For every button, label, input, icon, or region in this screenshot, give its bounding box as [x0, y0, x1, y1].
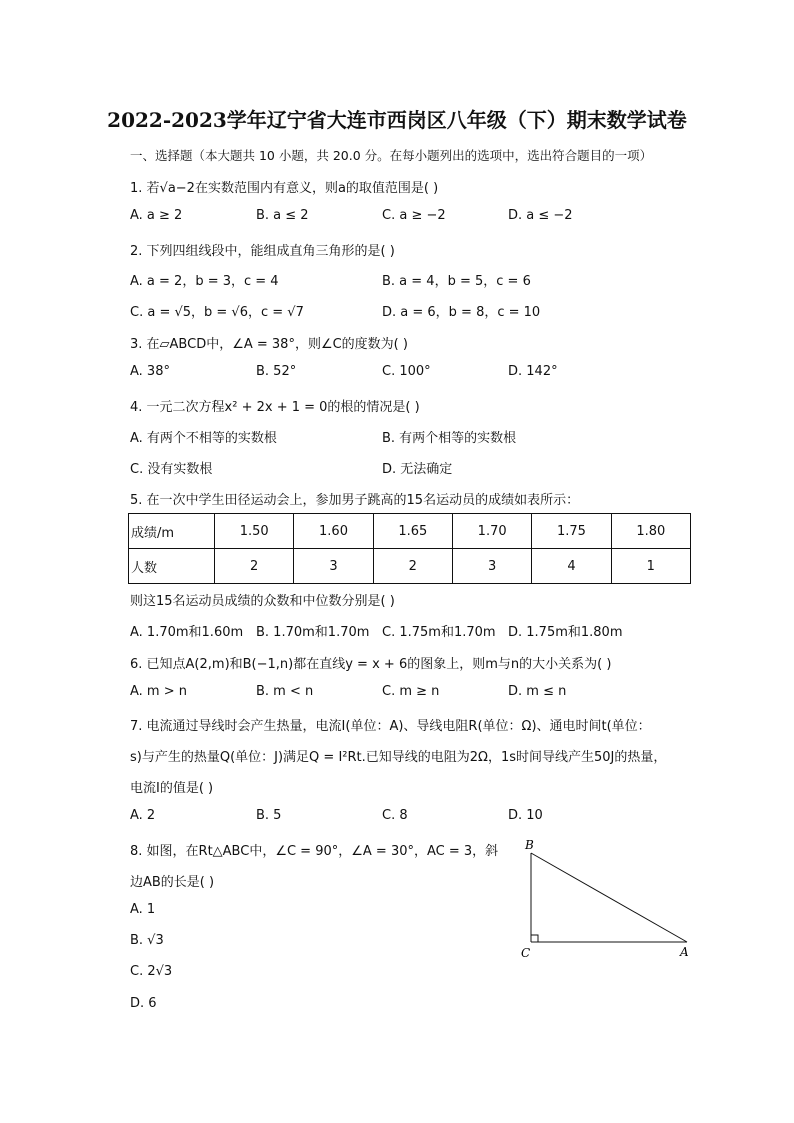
q2-option-d[interactable]: D. a = 6，b = 8，c = 10 [382, 305, 541, 320]
table-row [129, 549, 691, 584]
side-ab [531, 853, 687, 942]
table-cell: 2 [215, 549, 294, 584]
q5-option-c[interactable]: C. 1.75m和1.70m [382, 625, 496, 640]
q7-option-d[interactable]: D. 10 [508, 808, 543, 823]
q7-line-3: 电流I的值是( ) [130, 781, 214, 796]
table-cell: 1.80 [611, 514, 690, 549]
q8-option-c[interactable]: C. 2√3 [130, 964, 173, 979]
q3-option-a[interactable]: A. 38° [130, 364, 170, 379]
table-cell: 2 [373, 549, 452, 584]
q6-stem: 6. 已知点A(2,m)和B(−1,n)都在直线y = x + 6的图象上，则m与n的大小关系为( ) [130, 657, 612, 672]
q7-option-c[interactable]: C. 8 [382, 808, 408, 823]
q5-option-d[interactable]: D. 1.75m和1.80m [508, 625, 623, 640]
q2-option-c[interactable]: C. a = √5，b = √6，c = √7 [130, 305, 304, 320]
q6-option-b[interactable]: B. m < n [256, 684, 314, 699]
q5-stem: 5. 在一次中学生田径运动会上，参加男子跳高的15名运动员的成绩如表所示： [130, 493, 580, 508]
q3-option-d[interactable]: D. 142° [508, 364, 558, 379]
table-cell: 1.60 [294, 514, 373, 549]
table-cell: 1.65 [373, 514, 452, 549]
table-row [129, 514, 691, 549]
q8-option-a[interactable]: A. 1 [130, 902, 156, 917]
table-cell: 4 [532, 549, 611, 584]
right-angle-mark [531, 935, 538, 942]
q4-option-a[interactable]: A. 有两个不相等的实数根 [130, 431, 277, 446]
table-cell: 1.50 [215, 514, 294, 549]
table-cell: 1.70 [452, 514, 531, 549]
exam-title: 2022-2023学年辽宁省大连市西岗区八年级（下）期末数学试卷 [107, 108, 687, 132]
q5-option-b[interactable]: B. 1.70m和1.70m [256, 625, 370, 640]
table-cell: 1.75 [532, 514, 611, 549]
q4-option-b[interactable]: B. 有两个相等的实数根 [382, 431, 517, 446]
q2-option-a[interactable]: A. a = 2，b = 3，c = 4 [130, 274, 279, 289]
q6-option-d[interactable]: D. m ≤ n [508, 684, 567, 699]
q4-option-c[interactable]: C. 没有实数根 [130, 462, 213, 477]
q3-stem: 3. 在▱ABCD中，∠A = 38°，则∠C的度数为( ) [130, 337, 408, 352]
table-cell: 3 [452, 549, 531, 584]
q6-option-a[interactable]: A. m > n [130, 684, 187, 699]
q5-option-a[interactable]: A. 1.70m和1.60m [130, 625, 244, 640]
q1-option-a[interactable]: A. a ≥ 2 [130, 208, 183, 223]
table-cell: 人数 [129, 549, 215, 584]
q7-option-a[interactable]: A. 2 [130, 808, 156, 823]
q2-option-b[interactable]: B. a = 4，b = 5，c = 6 [382, 274, 531, 289]
q8-option-b[interactable]: B. √3 [130, 933, 164, 948]
q2-stem: 2. 下列四组线段中，能组成直角三角形的是( ) [130, 244, 395, 259]
q3-option-b[interactable]: B. 52° [256, 364, 297, 379]
q8-line-2: 边AB的长是( ) [130, 875, 215, 890]
q1-option-c[interactable]: C. a ≥ −2 [382, 208, 446, 223]
section-header: 一、选择题（本大题共 10 小题，共 20.0 分。在每小题列出的选项中，选出符合题目的一项） [130, 148, 653, 163]
table-cell: 成绩/m [129, 514, 215, 549]
q4-stem: 4. 一元二次方程x² + 2x + 1 = 0的根的情况是( ) [130, 400, 420, 415]
q1-option-b[interactable]: B. a ≤ 2 [256, 208, 309, 223]
q6-option-c[interactable]: C. m ≥ n [382, 684, 440, 699]
table-cell: 1 [611, 549, 690, 584]
table-cell: 3 [294, 549, 373, 584]
q8-option-d[interactable]: D. 6 [130, 996, 157, 1011]
q1-option-d[interactable]: D. a ≤ −2 [508, 208, 573, 223]
triangle-figure [515, 835, 705, 965]
score-table [128, 513, 691, 584]
q4-option-d[interactable]: D. 无法确定 [382, 462, 453, 477]
vertex-label-a: A [680, 945, 689, 959]
vertex-label-c: C [521, 946, 531, 960]
q7-line-1: 7. 电流通过导线时会产生热量，电流I(单位：A)、导线电阻R(单位：Ω)、通电时间t(单位： [130, 719, 651, 734]
q5-question: 则这15名运动员成绩的众数和中位数分别是( ) [130, 594, 395, 609]
q7-option-b[interactable]: B. 5 [256, 808, 282, 823]
q7-line-2: s)与产生的热量Q(单位：J)满足Q = I²Rt.已知导线的电阻为2Ω，1s时间导线产生50J的热量， [130, 750, 667, 765]
q1-stem: 1. 若√a−2在实数范围内有意义，则a的取值范围是( ) [130, 181, 439, 196]
vertex-label-b: B [525, 838, 534, 852]
q3-option-c[interactable]: C. 100° [382, 364, 431, 379]
q8-line-1: 8. 如图，在Rt△ABC中，∠C = 90°，∠A = 30°，AC = 3，斜 [130, 844, 499, 859]
